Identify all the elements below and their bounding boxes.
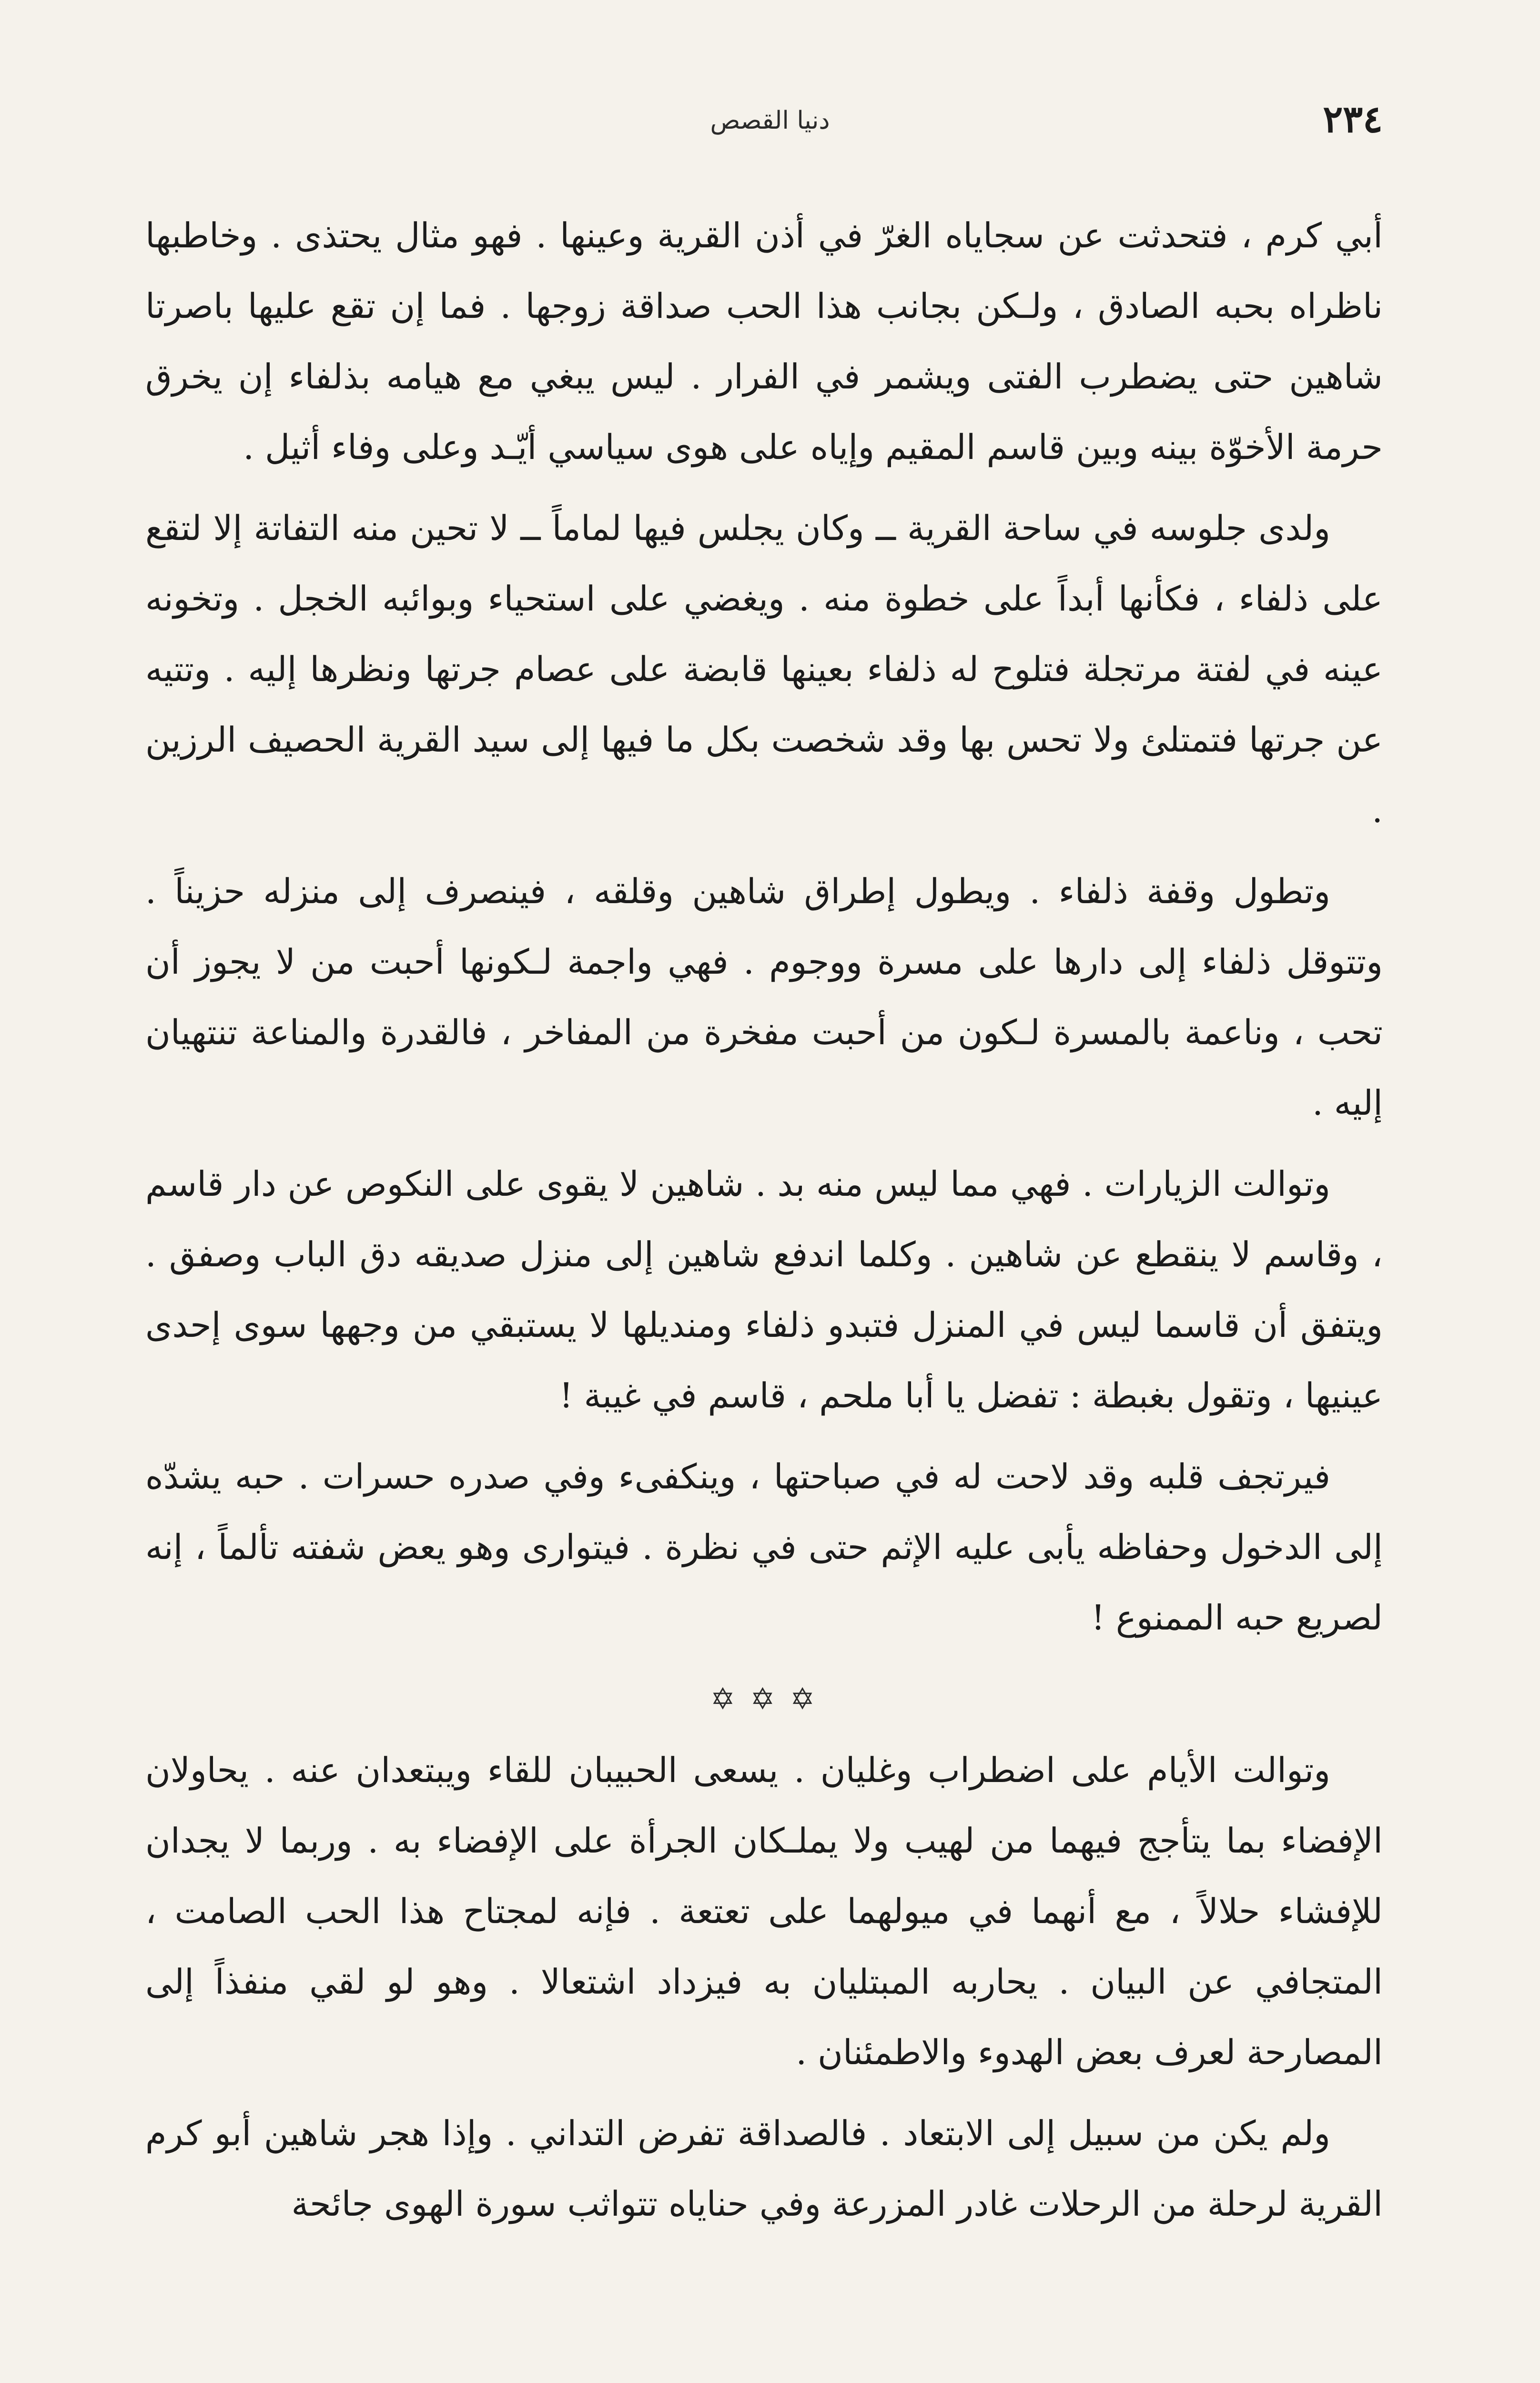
- paragraph-1: أبي كرم ، فتحدثت عن سجاياه الغرّ في أذن القرية وعينها . فهو مثال يحتذى . وخاطبها ناظراه بحبه الصادق ، ولـكن بجانب هذا الحب صداقة زوجها . فما إن تقع عليها باصرتا شاهين حتى يضطرب الفتى ويشمر في الفرار . ليس يبغي مع هيامه بذلفاء إن يخرق حرمة الأخوّة بينه وبين قاسم المقيم وإياه على هوى سياسي أيّـد وعلى وفاء أثيل .: [145, 215, 1383, 467]
- page-header: [157, 98, 1383, 150]
- running-title: دنيا القصص: [710, 106, 830, 135]
- section-separator: ✡ ✡ ✡: [710, 1681, 818, 1716]
- page-body: [145, 200, 1383, 2250]
- paragraph-7: ولم يكن من سبيل إلى الابتعاد . فالصداقة تفرض التداني . وإذا هجر شاهين أبو كرم القرية لرحلة من الرحلات غادر المزرعة وفي حناياه تتواثب سورة الهوى جائحة: [145, 2113, 1383, 2224]
- paragraph-5: فيرتجف قلبه وقد لاحت له في صباحتها ، وينكفىء وفي صدره حسرات . حبه يشدّه إلى الدخول وحفاظه يأبى عليه الإثم حتى في نظرة . فيتوارى وهو يعض شفته تألماً ، إنه لصريع حبه الممنوع !: [145, 1456, 1383, 1638]
- paragraph-3: وتطول وقفة ذلفاء . ويطول إطراق شاهين وقلقه ، فينصرف إلى منزله حزيناً . وتتوقل ذلفاء إلى دارها على مسرة ووجوم . فهي واجمة لـكونها أحبت من لا يجوز أن تحب ، وناعمة بالمسرة لـكون من أحبت مفخرة من المفاخر ، فالقدرة والمناعة تنتهيان إليه .: [145, 871, 1383, 1123]
- paragraph-4: وتوالت الزيارات . فهي مما ليس منه بد . شاهين لا يقوى على النكوص عن دار قاسم ، وقاسم لا ينقطع عن شاهين . وكلما اندفع شاهين إلى منزل صديقه دق الباب وصفق . ويتفق أن قاسما ليس في المنزل فتبدو ذلفاء ومنديلها لا يستبقي من وجهها سوى إحدى عينيها ، وتقول بغبطة : تفضل يا أبا ملحم ، قاسم في غيبة !: [145, 1164, 1383, 1416]
- page-number: ٢٣٤: [1323, 98, 1383, 141]
- paragraph-2: ولدى جلوسه في ساحة القرية ــ وكان يجلس فيها لماماً ــ لا تحين منه التفاتة إلا لتقع على ذلفاء ، فكأنها أبداً على خطوة منه . ويغضي على استحياء وبوائبه الخجل . وتخونه عينه في لفتة مرتجلة فتلوح له ذلفاء بعينها قابضة على عصام جرتها ونظرها إليه . وتتيه عن جرتها فتمتلئ ولا تحس بها وقد شخصت بكل ما فيها إلى سيد القرية الحصيف الرزين .: [145, 508, 1383, 830]
- paragraph-6: وتوالت الأيام على اضطراب وغليان . يسعى الحبيبان للقاء ويبتعدان عنه . يحاولان الإفضاء بما يتأجج فيهما من لهيب ولا يملـكان الجرأة على الإفضاء به . وربما لا يجدان للإفشاء حلالاً ، مع أنهما في ميولهما على تعتعة . فإنه لمجتاح هذا الحب الصامت ، المتجافي عن البيان . يحاربه المبتليان به فيزداد اشتعالا . وهو لو لقي منفذاً إلى المصارحة لعرف بعض الهدوء والاطمئنان .: [145, 1750, 1383, 2072]
